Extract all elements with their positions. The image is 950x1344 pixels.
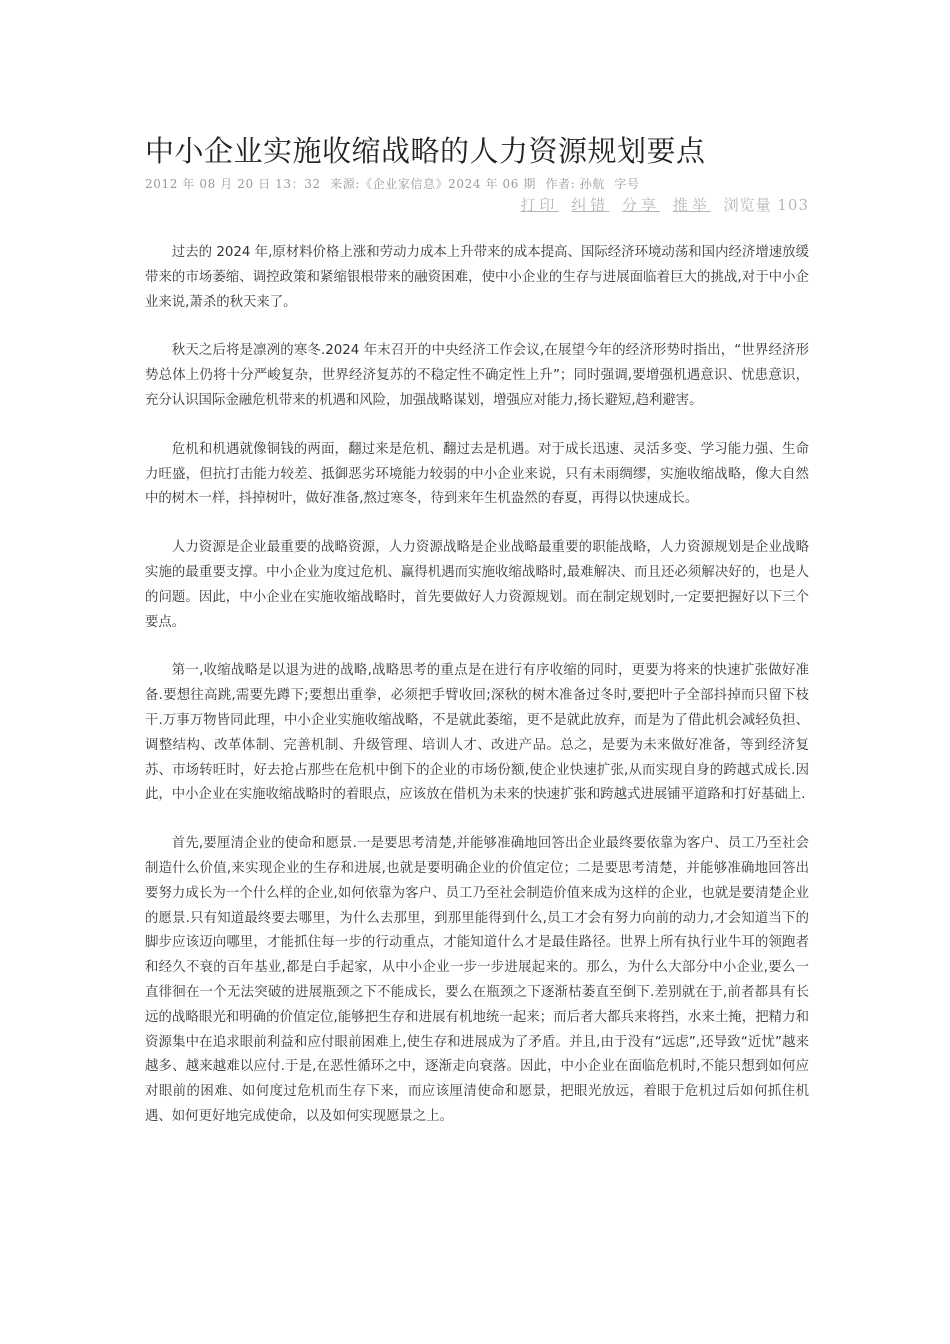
recommend-link[interactable]: 推举 [672,196,711,214]
article-paragraph: 首先,要厘清企业的使命和愿景.一是要思考清楚,并能够准确地回答出企业最终要依靠为客户、员工乃至社会制造什么价值,来实现企业的生存和进展,也就是要明确企业的价值定位；二是要思考清楚，并能够准确地回答出要努力成长为一个什么样的企业,如何依靠为客户、员工乃至社会制造价值来成为这样的企业，也就是要清楚企业的愿景.只有知道最终要去哪里，为什么去那里，到那里能得到什么,员工才会有努力向前的动力,才会知道当下的脚步应该迈向哪里，才能抓住每一步的行动重点，才能知道什么才是最佳路径。世界上所有执行业牛耳的领跑者和经久不衰的百年基业,都是白手起家，从中小企业一步一步进展起来的。那么，为什么大部分中小企业,要么一直徘徊在一个无法突破的进展瓶颈之下不能成长，要么在瓶颈之下逐渐枯萎直至倒下.差别就在于,前者都具有长远的战略眼光和明确的价值定位,能够把生存和进展有机地统一起来；而后者大都兵来将挡，水来土掩，把精力和资源集中在追求眼前利益和应付眼前困难上,使生存和进展成为了矛盾。并且,由于没有“远虑”,还导致“近忧”越来越多、越来越难以应付.于是,在恶性循环之中，逐渐走向衰落。因此，中小企业在面临危机时,不能只想到如何应对眼前的困难、如何度过危机而生存下来，而应该厘清使命和愿景，把眼光放远，着眼于危机过后如何抓住机遇、如何更好地完成使命，以及如何实现愿景之上。 [145,836,809,1124]
article-paragraph: 秋天之后将是凛冽的寒冬.2024 年末召开的中央经济工作会议,在展望今年的经济形势时指出，“世界经济形势总体上仍将十分严峻复杂，世界经济复苏的不稳定性不确定性上升”；同时强调,要增强机遇意识、忧患意识，充分认识国际金融危机带来的机遇和风险，加强战略谋划，增强应对能力,扬长避短,趋利避害。 [145,343,809,408]
print-link[interactable]: 打印 [520,196,559,214]
article-paragraph: 第一,收缩战略是以退为进的战略,战略思考的重点是在进行有序收缩的同时，更要为将来的快速扩张做好准备.要想往高跳,需要先蹲下;要想出重拳，必须把手臂收回;深秋的树木准备过冬时,要把叶子全部抖掉而只留下枝干.万事万物皆同此理，中小企业实施收缩战略，不是就此萎缩，更不是就此放弃，而是为了借此机会减轻负担、调整结构、改革体制、完善机制、升级管理、培训人才、改进产品。总之，是要为未来做好准备，等到经济复苏、市场转旺时，好去抢占那些在危机中倒下的企业的市场份额,使企业快速扩张,从而实现自身的跨越式成长.因此，中小企业在实施收缩战略时的着眼点，应该放在借机为未来的快速扩张和跨越式进展铺平道路和打好基础上. [145,663,809,803]
article-paragraph: 过去的 2024 年,原材料价格上涨和劳动力成本上升带来的成本提高、国际经济环境动荡和国内经济增速放缓带来的市场萎缩、调控政策和紧缩银根带来的融资困难，使中小企业的生存与进展面临着巨大的挑战,对于中小企业来说,萧杀的秋天来了。 [145,245,809,310]
font-size-toggle[interactable]: 字号 [614,177,640,191]
article-actions [145,195,809,215]
article-title: 中小企业实施收缩战略的人力资源规划要点 [145,134,706,168]
article-paragraph: 危机和机遇就像铜钱的两面，翻过来是危机、翻过去是机遇。对于成长迅速、灵活多变、学习能力强、生命力旺盛，但抗打击能力较差、抵御恶劣环境能力较弱的中小企业来说，只有未雨绸缪，实施收缩战略，像大自然中的树木一样，抖掉树叶，做好准备,熬过寒冬，待到来年生机盎然的春夏，再得以快速成长。 [145,441,809,507]
article-author: 作者: 孙航 [545,177,605,191]
share-link[interactable]: 分享 [622,196,661,214]
publish-datetime: 2012 年 08 月 20 日 13：32 [145,177,321,191]
article-paragraph: 人力资源是企业最重要的战略资源，人力资源战略是企业战略最重要的职能战略，人力资源规划是企业战略实施的最重要支撑。中小企业为度过危机、赢得机遇而实施收缩战略时,最难解决、而且还必须解决好的，也是人的问题。因此，中小企业在实施收缩战略时，首先要做好人力资源规划。而在制定规划时,一定要把握好以下三个要点。 [145,540,809,630]
view-count: 浏览量 103 [723,196,809,214]
correct-link[interactable]: 纠错 [571,196,610,214]
article-source: 来源:《企业家信息》2024 年 06 期 [330,177,537,191]
article-body [145,241,809,1130]
article-container [145,133,809,1154]
article-meta [145,176,809,192]
